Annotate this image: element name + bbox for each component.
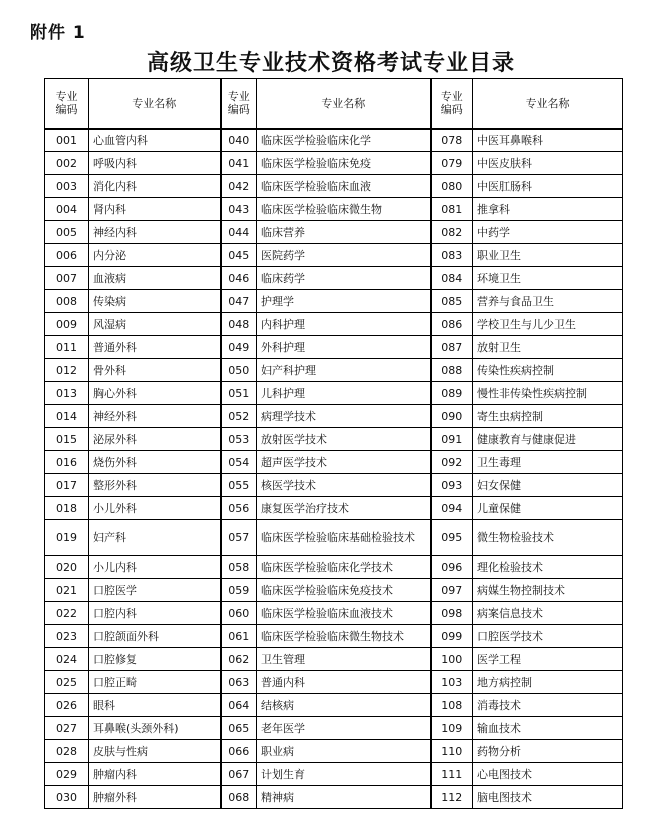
table-row: [45, 556, 623, 579]
specialty-name: 小儿内科: [89, 556, 221, 579]
specialty-code: 108: [431, 694, 473, 717]
specialty-code: 080: [431, 175, 473, 198]
specialty-name: 脑电图技术: [473, 786, 623, 809]
table-row: [45, 648, 623, 671]
specialty-name: 中医耳鼻喉科: [473, 129, 623, 152]
specialty-code: 001: [45, 129, 89, 152]
specialty-code: 015: [45, 428, 89, 451]
specialty-name: 推拿科: [473, 198, 623, 221]
specialty-name: 烧伤外科: [89, 451, 221, 474]
specialty-code: 028: [45, 740, 89, 763]
specialty-code: 099: [431, 625, 473, 648]
specialty-name: 寄生虫病控制: [473, 405, 623, 428]
specialty-code: 024: [45, 648, 89, 671]
code-header: 专业 编码: [221, 79, 257, 129]
specialty-name: 健康教育与健康促进: [473, 428, 623, 451]
specialty-name: 消化内科: [89, 175, 221, 198]
specialty-code: 092: [431, 451, 473, 474]
specialty-name: 临床营养: [257, 221, 431, 244]
specialty-code: 047: [221, 290, 257, 313]
table-row: [45, 428, 623, 451]
specialty-code: 059: [221, 579, 257, 602]
specialty-code: 050: [221, 359, 257, 382]
table-row: [45, 198, 623, 221]
specialty-name: 慢性非传染性疾病控制: [473, 382, 623, 405]
specialty-code: 042: [221, 175, 257, 198]
specialty-code: 054: [221, 451, 257, 474]
table-row: [45, 717, 623, 740]
specialty-name: 计划生育: [257, 763, 431, 786]
table-row: [45, 786, 623, 809]
specialty-code: 026: [45, 694, 89, 717]
header-row: [45, 79, 623, 129]
specialty-name: 中医皮肤科: [473, 152, 623, 175]
specialty-name: 病案信息技术: [473, 602, 623, 625]
specialty-name: 临床医学检验临床化学技术: [257, 556, 431, 579]
specialty-code: 100: [431, 648, 473, 671]
specialty-name: 肿瘤内科: [89, 763, 221, 786]
specialty-code: 030: [45, 786, 89, 809]
specialty-code: 084: [431, 267, 473, 290]
specialty-code: 055: [221, 474, 257, 497]
specialty-name: 泌尿外科: [89, 428, 221, 451]
specialty-code: 079: [431, 152, 473, 175]
specialty-name: 精神病: [257, 786, 431, 809]
specialty-code: 081: [431, 198, 473, 221]
specialty-code: 091: [431, 428, 473, 451]
specialty-code: 068: [221, 786, 257, 809]
specialty-code: 044: [221, 221, 257, 244]
specialty-code: 013: [45, 382, 89, 405]
specialty-name: 骨外科: [89, 359, 221, 382]
specialty-name: 卫生毒理: [473, 451, 623, 474]
specialty-code: 067: [221, 763, 257, 786]
specialty-code: 111: [431, 763, 473, 786]
specialty-code: 097: [431, 579, 473, 602]
specialty-name: 药物分析: [473, 740, 623, 763]
specialty-code: 004: [45, 198, 89, 221]
table-row: [45, 359, 623, 382]
specialty-code: 051: [221, 382, 257, 405]
specialty-code: 112: [431, 786, 473, 809]
specialty-name: 小儿外科: [89, 497, 221, 520]
specialty-code: 066: [221, 740, 257, 763]
specialty-code: 040: [221, 129, 257, 152]
specialty-name: 临床医学检验临床微生物技术: [257, 625, 431, 648]
table-row: [45, 625, 623, 648]
specialty-code: 008: [45, 290, 89, 313]
specialty-name: 心血管内科: [89, 129, 221, 152]
specialty-name: 风湿病: [89, 313, 221, 336]
specialty-name: 口腔医学技术: [473, 625, 623, 648]
specialty-name: 卫生管理: [257, 648, 431, 671]
specialty-table: [44, 78, 623, 809]
specialty-name: 病媒生物控制技术: [473, 579, 623, 602]
specialty-name: 口腔修复: [89, 648, 221, 671]
specialty-name: 神经外科: [89, 405, 221, 428]
specialty-name: 普通内科: [257, 671, 431, 694]
specialty-name: 眼科: [89, 694, 221, 717]
specialty-name: 临床医学检验临床血液技术: [257, 602, 431, 625]
specialty-name: 神经内科: [89, 221, 221, 244]
page-title: 高级卫生专业技术资格考试专业目录: [146, 50, 515, 76]
table-row: [45, 336, 623, 359]
specialty-name: 妇女保健: [473, 474, 623, 497]
specialty-name: 临床医学检验临床血液: [257, 175, 431, 198]
specialty-code: 088: [431, 359, 473, 382]
specialty-code: 057: [221, 520, 257, 556]
table-row: [45, 405, 623, 428]
specialty-code: 093: [431, 474, 473, 497]
specialty-code: 109: [431, 717, 473, 740]
specialty-code: 056: [221, 497, 257, 520]
table-row: [45, 474, 623, 497]
table-row: [45, 497, 623, 520]
specialty-name: 核医学技术: [257, 474, 431, 497]
table-row: [45, 763, 623, 786]
specialty-name: 临床药学: [257, 267, 431, 290]
specialty-name: 理化检验技术: [473, 556, 623, 579]
specialty-name: 中药学: [473, 221, 623, 244]
specialty-code: 049: [221, 336, 257, 359]
specialty-code: 058: [221, 556, 257, 579]
specialty-code: 098: [431, 602, 473, 625]
specialty-code: 022: [45, 602, 89, 625]
specialty-code: 064: [221, 694, 257, 717]
specialty-code: 062: [221, 648, 257, 671]
specialty-code: 018: [45, 497, 89, 520]
specialty-code: 025: [45, 671, 89, 694]
specialty-code: 061: [221, 625, 257, 648]
specialty-name: 消毒技术: [473, 694, 623, 717]
specialty-name: 微生物检验技术: [473, 520, 623, 556]
specialty-name: 学校卫生与儿少卫生: [473, 313, 623, 336]
specialty-code: 009: [45, 313, 89, 336]
specialty-code: 048: [221, 313, 257, 336]
table-row: [45, 221, 623, 244]
attachment-label: 附件 1: [30, 23, 86, 43]
specialty-code: 011: [45, 336, 89, 359]
specialty-code: 103: [431, 671, 473, 694]
specialty-name: 妇产科护理: [257, 359, 431, 382]
specialty-code: 082: [431, 221, 473, 244]
specialty-code: 020: [45, 556, 89, 579]
specialty-name: 胸心外科: [89, 382, 221, 405]
specialty-name: 妇产科: [89, 520, 221, 556]
specialty-code: 086: [431, 313, 473, 336]
table-row: [45, 175, 623, 198]
code-header: 专业 编码: [431, 79, 473, 129]
table-row: [45, 740, 623, 763]
specialty-name: 输血技术: [473, 717, 623, 740]
specialty-code: 053: [221, 428, 257, 451]
specialty-code: 014: [45, 405, 89, 428]
specialty-name: 地方病控制: [473, 671, 623, 694]
specialty-code: 045: [221, 244, 257, 267]
specialty-name: 护理学: [257, 290, 431, 313]
specialty-name: 内科护理: [257, 313, 431, 336]
specialty-code: 041: [221, 152, 257, 175]
table-row: [45, 244, 623, 267]
specialty-code: 016: [45, 451, 89, 474]
specialty-name: 口腔颌面外科: [89, 625, 221, 648]
specialty-name: 医学工程: [473, 648, 623, 671]
specialty-code: 043: [221, 198, 257, 221]
specialty-name: 医院药学: [257, 244, 431, 267]
specialty-name: 超声医学技术: [257, 451, 431, 474]
specialty-name: 职业病: [257, 740, 431, 763]
specialty-code: 110: [431, 740, 473, 763]
table-row: [45, 451, 623, 474]
specialty-code: 094: [431, 497, 473, 520]
specialty-code: 029: [45, 763, 89, 786]
table-row: [45, 694, 623, 717]
specialty-code: 083: [431, 244, 473, 267]
specialty-code: 085: [431, 290, 473, 313]
specialty-name: 营养与食品卫生: [473, 290, 623, 313]
specialty-code: 017: [45, 474, 89, 497]
specialty-name: 整形外科: [89, 474, 221, 497]
specialty-name: 普通外科: [89, 336, 221, 359]
table-row: [45, 520, 623, 556]
specialty-code: 007: [45, 267, 89, 290]
specialty-name: 传染性疾病控制: [473, 359, 623, 382]
table-row: [45, 602, 623, 625]
specialty-name: 康复医学治疗技术: [257, 497, 431, 520]
specialty-name: 病理学技术: [257, 405, 431, 428]
specialty-name: 外科护理: [257, 336, 431, 359]
specialty-code: 090: [431, 405, 473, 428]
code-header: 专业 编码: [45, 79, 89, 129]
specialty-name: 临床医学检验临床基础检验技术: [257, 520, 431, 556]
specialty-code: 052: [221, 405, 257, 428]
specialty-name: 放射医学技术: [257, 428, 431, 451]
specialty-code: 063: [221, 671, 257, 694]
specialty-name: 心电图技术: [473, 763, 623, 786]
specialty-name: 儿童保健: [473, 497, 623, 520]
specialty-name: 放射卫生: [473, 336, 623, 359]
specialty-code: 012: [45, 359, 89, 382]
specialty-code: 089: [431, 382, 473, 405]
specialty-code: 003: [45, 175, 89, 198]
specialty-code: 046: [221, 267, 257, 290]
table-row: [45, 313, 623, 336]
name-header: 专业名称: [89, 79, 221, 129]
name-header: 专业名称: [257, 79, 431, 129]
specialty-code: 087: [431, 336, 473, 359]
table-row: [45, 129, 623, 152]
specialty-name: 环境卫生: [473, 267, 623, 290]
specialty-name: 呼吸内科: [89, 152, 221, 175]
specialty-code: 005: [45, 221, 89, 244]
table-row: [45, 382, 623, 405]
table-row: [45, 290, 623, 313]
specialty-name: 老年医学: [257, 717, 431, 740]
specialty-name: 传染病: [89, 290, 221, 313]
specialty-name: 血液病: [89, 267, 221, 290]
specialty-name: 临床医学检验临床免疫: [257, 152, 431, 175]
specialty-code: 095: [431, 520, 473, 556]
specialty-name: 口腔医学: [89, 579, 221, 602]
specialty-code: 027: [45, 717, 89, 740]
specialty-code: 002: [45, 152, 89, 175]
specialty-name: 耳鼻喉(头颈外科): [89, 717, 221, 740]
specialty-name: 职业卫生: [473, 244, 623, 267]
table-row: [45, 267, 623, 290]
specialty-name: 结核病: [257, 694, 431, 717]
specialty-name: 儿科护理: [257, 382, 431, 405]
specialty-name: 临床医学检验临床免疫技术: [257, 579, 431, 602]
specialty-code: 006: [45, 244, 89, 267]
specialty-code: 019: [45, 520, 89, 556]
specialty-name: 临床医学检验临床化学: [257, 129, 431, 152]
specialty-name: 临床医学检验临床微生物: [257, 198, 431, 221]
name-header: 专业名称: [473, 79, 623, 129]
specialty-code: 023: [45, 625, 89, 648]
specialty-name: 肿瘤外科: [89, 786, 221, 809]
specialty-name: 内分泌: [89, 244, 221, 267]
specialty-name: 肾内科: [89, 198, 221, 221]
specialty-name: 口腔正畸: [89, 671, 221, 694]
specialty-code: 021: [45, 579, 89, 602]
specialty-code: 060: [221, 602, 257, 625]
specialty-name: 中医肛肠科: [473, 175, 623, 198]
specialty-name: 口腔内科: [89, 602, 221, 625]
table-row: [45, 579, 623, 602]
specialty-code: 065: [221, 717, 257, 740]
table-row: [45, 152, 623, 175]
specialty-code: 078: [431, 129, 473, 152]
specialty-name: 皮肤与性病: [89, 740, 221, 763]
table-row: [45, 671, 623, 694]
specialty-code: 096: [431, 556, 473, 579]
